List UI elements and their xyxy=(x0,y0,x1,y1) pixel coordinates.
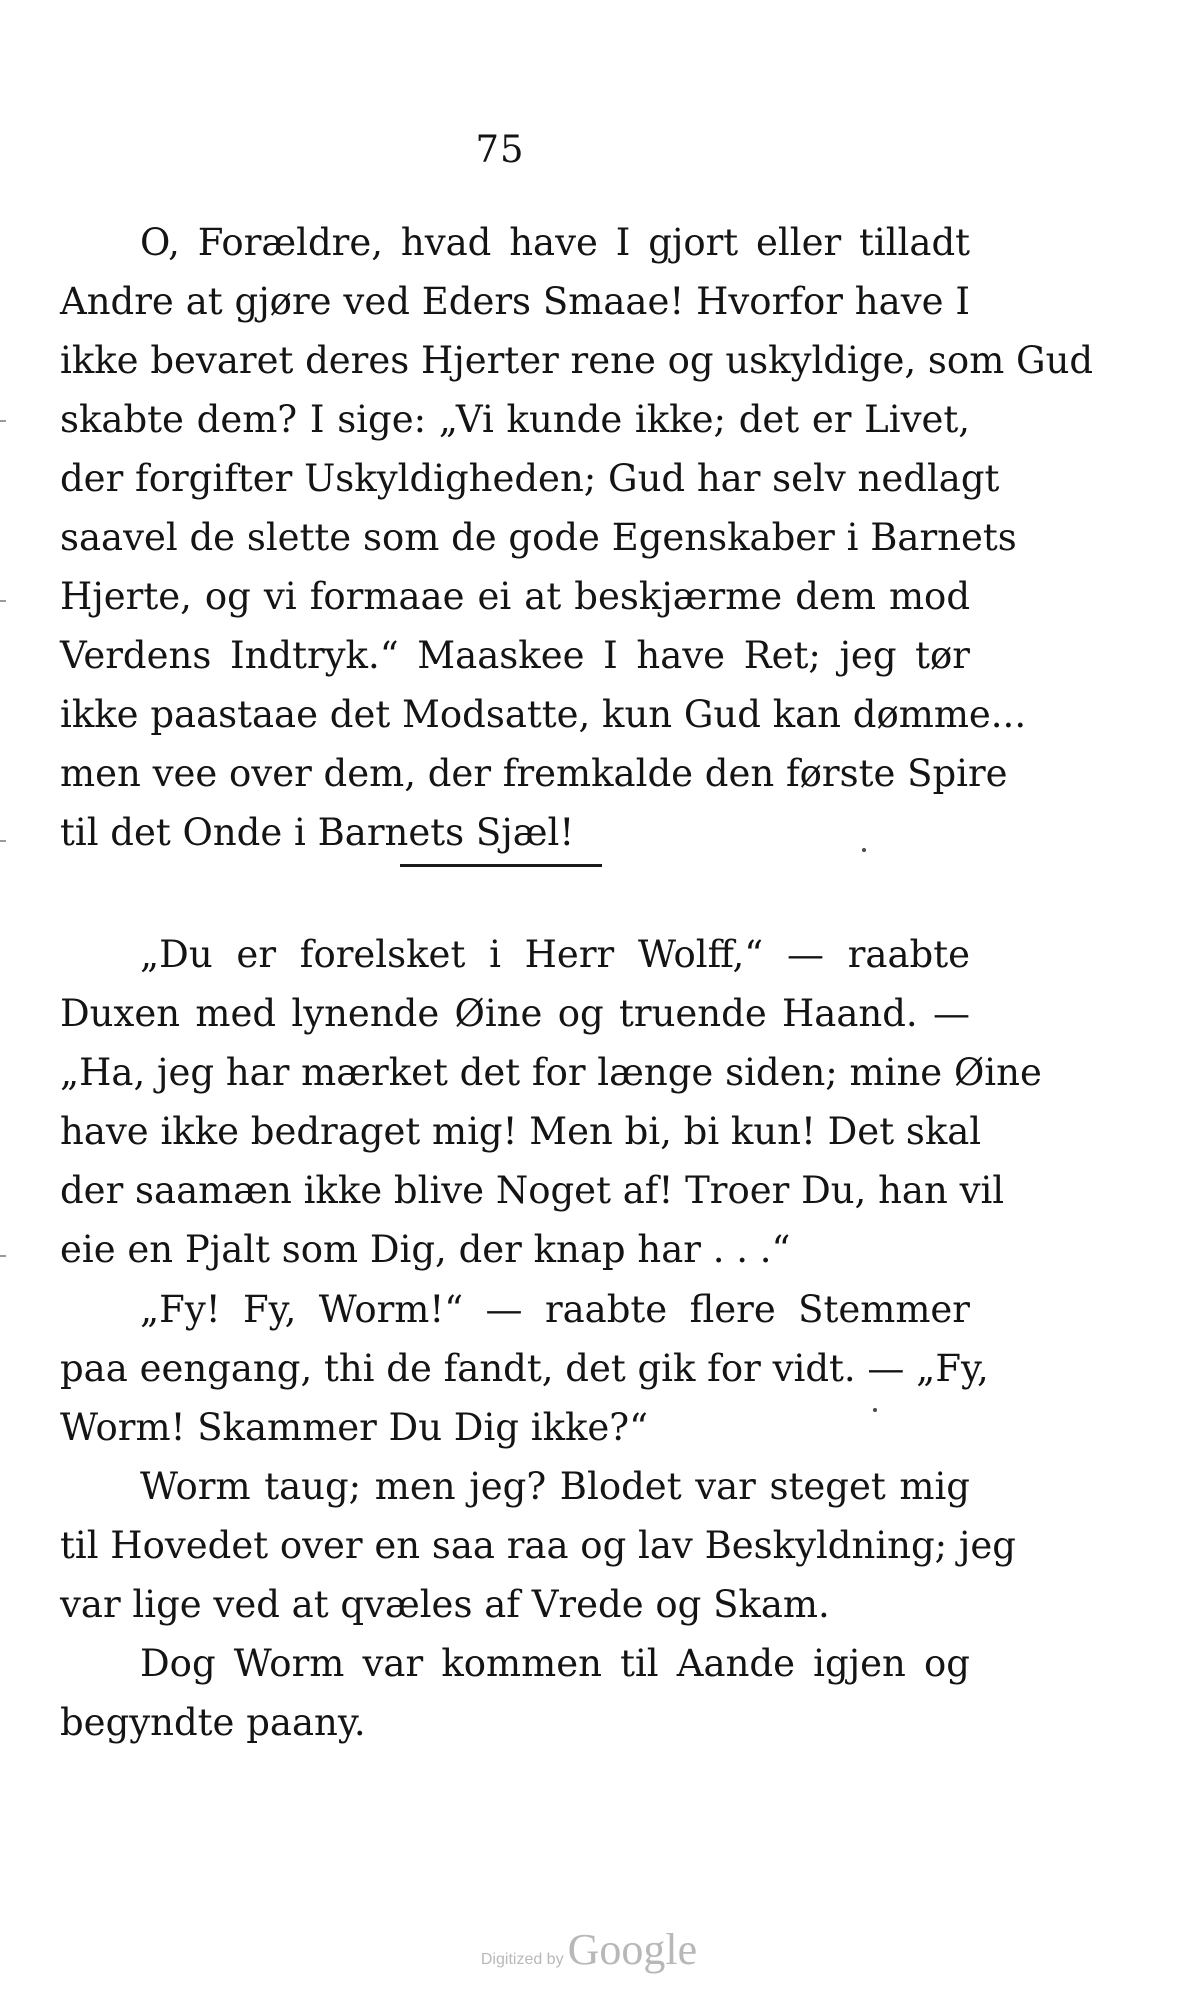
paragraph-2 xyxy=(60,925,1042,1279)
google-logo-text: Google xyxy=(567,1925,698,1974)
text-line: Andre at gjøre ved Eders Smaae! Hvorfor have I xyxy=(60,280,970,323)
text-line: Worm taug; men jeg? Blodet var steget mig xyxy=(140,1465,970,1508)
text-line: have ikke bedraget mig! Men bi, bi kun! Det skal xyxy=(60,1110,982,1153)
text-line: begyndte paany. xyxy=(60,1701,366,1744)
digitized-by-google-watermark xyxy=(0,1924,1178,1975)
scan-speck xyxy=(873,1408,877,1412)
text-line: Hjerte, og vi formaae ei at beskjærme dem mod xyxy=(60,575,970,618)
paragraph-5 xyxy=(60,1634,970,1752)
paragraph-4 xyxy=(60,1457,1016,1634)
scan-margin-mark xyxy=(0,840,6,842)
text-line: „Du er forelsket i Herr Wolff,“ — raabte xyxy=(140,933,970,976)
page-number: 75 xyxy=(475,128,525,171)
text-line: ikke paastaae det Modsatte, kun Gud kan dømme... xyxy=(60,693,1027,736)
text-line: ikke bevaret deres Hjerter rene og uskyldige, som Gud xyxy=(60,339,1094,382)
scan-margin-mark xyxy=(0,600,6,602)
paragraph-3 xyxy=(60,1280,989,1457)
watermark-prefix: Digitized by xyxy=(480,1951,564,1968)
text-line: men vee over dem, der fremkalde den første Spire xyxy=(60,752,1008,795)
text-line: til Hovedet over en saa raa og lav Beskyldning; jeg xyxy=(60,1524,1016,1567)
scan-margin-mark xyxy=(0,1255,6,1257)
section-separator xyxy=(400,864,602,867)
text-line: paa eengang, thi de fandt, det gik for vidt. — „Fy, xyxy=(60,1347,989,1390)
text-line: eie en Pjalt som Dig, der knap har . . .“ xyxy=(60,1228,791,1271)
text-line: saavel de slette som de gode Egenskaber i Barnets xyxy=(60,516,1017,559)
text-line: Duxen med lynende Øine og truende Haand. — xyxy=(60,992,970,1035)
text-line: skabte dem? I sige: „Vi kunde ikke; det er Livet, xyxy=(60,398,970,441)
text-line: der forgifter Uskyldigheden; Gud har selv nedlagt xyxy=(60,457,1000,500)
text-line: Verdens Indtryk.“ Maaskee I have Ret; jeg tør xyxy=(60,634,970,677)
scan-speck xyxy=(862,848,866,852)
text-line: Dog Worm var kommen til Aande igjen og xyxy=(140,1642,970,1685)
text-line: „Ha, jeg har mærket det for længe siden; mine Øine xyxy=(60,1051,1042,1094)
text-line: til det Onde i Barnets Sjæl! xyxy=(60,811,575,854)
text-line: „Fy! Fy, Worm!“ — raabte flere Stemmer xyxy=(140,1288,970,1331)
text-line: O, Forældre, hvad have I gjort eller tilladt xyxy=(140,221,970,264)
text-line: var lige ved at qvæles af Vrede og Skam. xyxy=(60,1583,830,1626)
scan-margin-mark xyxy=(0,420,6,422)
text-line: Worm! Skammer Du Dig ikke?“ xyxy=(60,1406,649,1449)
paragraph-1 xyxy=(60,213,1094,862)
text-line: der saamæn ikke blive Noget af! Troer Du, han vil xyxy=(60,1169,1005,1212)
